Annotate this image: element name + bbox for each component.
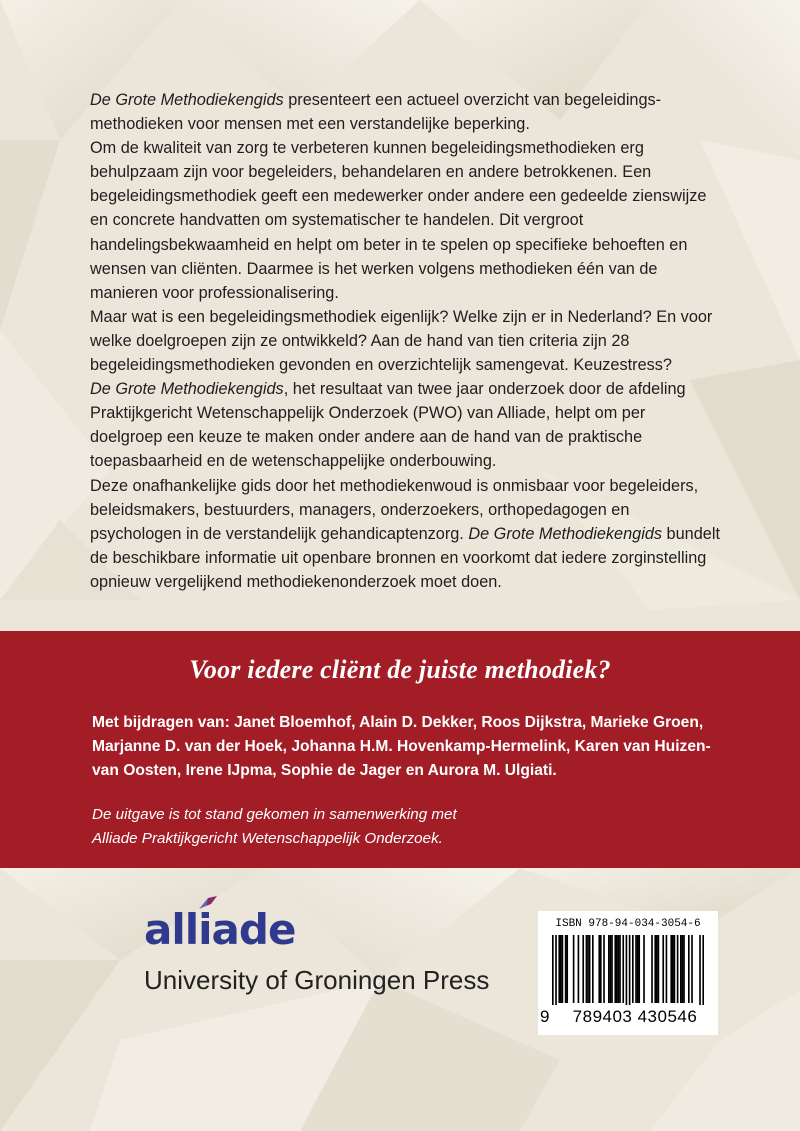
barcode-bar	[608, 935, 610, 1003]
barcode-bar	[702, 935, 704, 1005]
barcode-bar	[683, 935, 685, 1003]
isbn-barcode	[538, 911, 718, 1035]
barcode-bar	[626, 935, 628, 1005]
contributors-list: Met bijdragen van: Janet Bloemhof, Alain D. Dekker, Roos Dijkstra, Marieke Groen, Marjanne D. van der Hoek, Johanna H.M. Hovenkamp-Hermelink, Karen van Huizen-van Oosten, Irene IJpma, Sophie de Jager en Aurora M. Ulgiati.	[92, 714, 711, 779]
barcode-bar	[629, 935, 631, 1005]
barcode-bar	[643, 935, 645, 1003]
barcode-bar	[637, 935, 639, 1003]
barcode-bar	[603, 935, 605, 1003]
barcode-bar	[589, 935, 591, 1003]
barcode-bar	[592, 935, 594, 1003]
description-paragraph-3: Maar wat is een begeleidingsmethodiek eigenlijk? Welke zijn er in Nederland? En voor welke doelgroepen zijn ze ontwikkeld? Aan de hand van tien criteria zijn 28 begeleidingsmethodieken gevonden en overzichtelijk samengevat. Keuzestress?	[90, 307, 713, 375]
barcode-bars	[552, 935, 704, 1005]
barcode-bar	[670, 935, 672, 1003]
barcode-bar	[619, 935, 621, 1003]
barcode-bar	[691, 935, 693, 1003]
barcode-first-digit: 9	[540, 1007, 550, 1026]
barcode-bar	[654, 935, 656, 1003]
barcode-bar	[573, 935, 575, 1003]
barcode-bar	[662, 935, 664, 1003]
barcode-bar	[658, 935, 660, 1003]
barcode-bar	[651, 935, 653, 1003]
barcode-bar	[562, 935, 564, 1003]
barcode-bar	[610, 935, 612, 1003]
barcode-bar	[672, 935, 674, 1003]
barcode-bar	[558, 935, 560, 1003]
book-title-italic: De Grote Methodiekengids	[90, 380, 284, 399]
barcode-bar	[565, 935, 567, 1003]
description-paragraph-1: De Grote Methodiekengids presenteert een actueel overzicht van begeleidings-methodieken voor mensen met een verstandelijke beperking.	[90, 91, 662, 134]
tagline: Voor iedere cliënt de juiste methodiek?	[189, 655, 611, 684]
barcode-bar	[566, 935, 568, 1003]
barcode-bar	[598, 935, 600, 1003]
barcode-bar	[586, 935, 588, 1003]
barcode-bar	[611, 935, 613, 1003]
barcode-bar	[656, 935, 658, 1003]
barcode-bar	[578, 935, 580, 1003]
barcode-bar	[638, 935, 640, 1003]
back-cover-description	[90, 88, 720, 594]
description-paragraph-4: De Grote Methodiekengids, het resultaat van twee jaar onderzoek door de afdeling Praktijkgericht Wetenschappelijk Onderzoek (PWO) van Alliade, helpt om per doelgroep een keuze te maken onder andere aan de hand van de praktische toepasbaarheid en de wetenschappelijke onderbouwing.	[90, 380, 686, 471]
barcode-bar	[582, 935, 584, 1003]
barcode-bar	[677, 935, 679, 1003]
barcode-bar	[618, 935, 620, 1003]
description-paragraph-2: Om de kwaliteit van zorg te verbeteren kunnen begeleidingsmethodieken erg behulpzaam zijn voor begeleiders, behandelaren en andere betrokkenen. Een begeleidingsmethodiek geeft een medewerker onder andere een gedeelde zienswijze en concrete handvatten om systematischer te handelen. Dit vergroot handelingsbekwaamheid en helpt om beter in te spelen op specifieke behoeften en wensen van cliënten. Daarmee is het werken volgens methodieken één van de manieren voor professionalisering.	[90, 139, 707, 302]
barcode-bar	[616, 935, 618, 1003]
collaboration-credit: De uitgave is tot stand gekomen in samenwerking met Alliade Praktijkgericht Wetenschappelijk Onderzoek.	[92, 806, 457, 847]
barcode-bar	[632, 935, 634, 1003]
barcode-bar	[622, 935, 624, 1003]
isbn-label: ISBN 978-94-034-3054-6	[555, 918, 701, 930]
red-info-band	[0, 631, 800, 868]
barcode-bar	[682, 935, 684, 1003]
barcode-bar	[552, 935, 554, 1005]
barcode-bar	[555, 935, 557, 1005]
barcode-bar	[674, 935, 676, 1003]
barcode-bar	[699, 935, 701, 1005]
barcode-digits: 789403 430546	[572, 1007, 698, 1026]
barcode-bar	[688, 935, 690, 1003]
barcode-bar	[635, 935, 637, 1003]
description-paragraph-5: Deze onafhankelijke gids door het methodiekenwoud is onmisbaar voor begeleiders, beleidsmakers, bestuurders, managers, onderzoekers, orthopedagogen en psychologen in de verstandelijk gehandicaptenzorg. De Grote Methodiekengids bundelt de beschikbare informatie uit openbare bronnen en voorkomt dat iedere zorginstelling opnieuw vergelijkend methodiekenonderzoek moet doen.	[90, 476, 720, 591]
barcode-bar	[560, 935, 562, 1003]
barcode-bar	[587, 935, 589, 1003]
barcode-bar	[614, 935, 616, 1003]
book-title-italic: De Grote Methodiekengids	[468, 524, 663, 543]
alliade-logo: alliade	[144, 905, 296, 954]
barcode-bar	[680, 935, 682, 1003]
barcode-bar	[666, 935, 668, 1003]
barcode-bar	[600, 935, 602, 1003]
book-title-italic: De Grote Methodiekengids	[90, 91, 284, 109]
publisher-name: University of Groningen Press	[144, 965, 490, 995]
